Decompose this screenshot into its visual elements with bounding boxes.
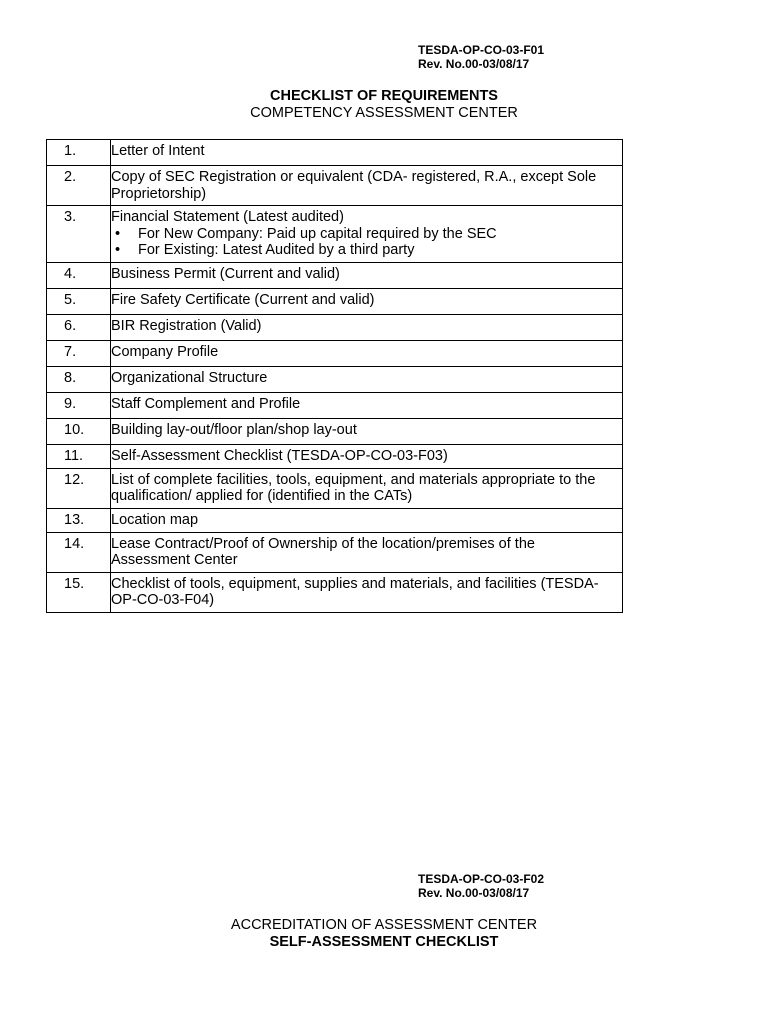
item-number: 9. [47,392,111,418]
item-text: Fire Safety Certificate (Current and valid) [111,288,623,314]
table-row [47,140,623,166]
table-row [47,418,623,444]
item-number: 6. [47,314,111,340]
item-text: Staff Complement and Profile [111,392,623,418]
item-text: Letter of Intent [111,140,623,166]
document-code-block [418,43,544,71]
table-row [47,262,623,288]
document-code: TESDA-OP-CO-03-F02 [418,872,545,886]
item-text: Business Permit (Current and valid) [111,262,623,288]
item-number: 3. [47,206,111,263]
bullet-list [111,226,614,259]
table-row [47,288,623,314]
item-number: 11. [47,444,111,468]
table-row [47,532,623,572]
item-text: Location map [111,508,623,532]
item-number: 7. [47,340,111,366]
item-text: Company Profile [111,340,623,366]
item-number: 1. [47,140,111,166]
table-row [47,166,623,206]
revision-number: Rev. No.00-03/08/17 [418,57,530,71]
table-row [47,572,623,612]
item-text: Self-Assessment Checklist (TESDA-OP-CO-03-F03) [111,444,623,468]
item-number: 13. [47,508,111,532]
requirements-table [46,139,623,613]
item-text: Organizational Structure [111,366,623,392]
bullet-item: • For New Company: Paid up capital required by the SEC [138,226,614,243]
table-row [47,206,623,263]
bullet-item: • For Existing: Latest Audited by a third party [138,242,614,259]
item-number: 10. [47,418,111,444]
item-text: Building lay-out/floor plan/shop lay-out [111,418,623,444]
revision-number: Rev. No.00-03/08/17 [418,886,530,900]
checklist-title-block [0,88,768,122]
item-number: 14. [47,532,111,572]
self-assessment-title: SELF-ASSESSMENT CHECKLIST [269,934,499,950]
table-row [47,468,623,508]
checklist-subtitle: COMPETENCY ASSESSMENT CENTER [250,105,518,121]
item-text: List of complete facilities, tools, equipment, and materials appropriate to the qualification/ applied for (identified in the CATs) [111,468,623,508]
checklist-title: CHECKLIST OF REQUIREMENTS [270,88,498,104]
table-row [47,340,623,366]
item-number: 2. [47,166,111,206]
table-row [47,366,623,392]
document-code-block-2 [418,872,544,900]
item-number: 12. [47,468,111,508]
item-text: BIR Registration (Valid) [111,314,623,340]
table-row [47,508,623,532]
document-code: TESDA-OP-CO-03-F01 [418,43,545,57]
item-number: 15. [47,572,111,612]
self-assessment-title-block [0,917,768,951]
item-cell [111,206,623,263]
table-row [47,392,623,418]
item-text: Financial Statement (Latest audited) [111,209,344,225]
item-text: Lease Contract/Proof of Ownership of the location/premises of the Assessment Center [111,532,623,572]
item-text: Copy of SEC Registration or equivalent (CDA- registered, R.A., except Sole Proprietorship) [111,166,623,206]
item-text: Checklist of tools, equipment, supplies and materials, and facilities (TESDA-OP-CO-03-F04) [111,572,623,612]
item-number: 5. [47,288,111,314]
item-number: 4. [47,262,111,288]
table-row [47,314,623,340]
item-number: 8. [47,366,111,392]
accreditation-title: ACCREDITATION OF ASSESSMENT CENTER [230,917,538,933]
table-row [47,444,623,468]
